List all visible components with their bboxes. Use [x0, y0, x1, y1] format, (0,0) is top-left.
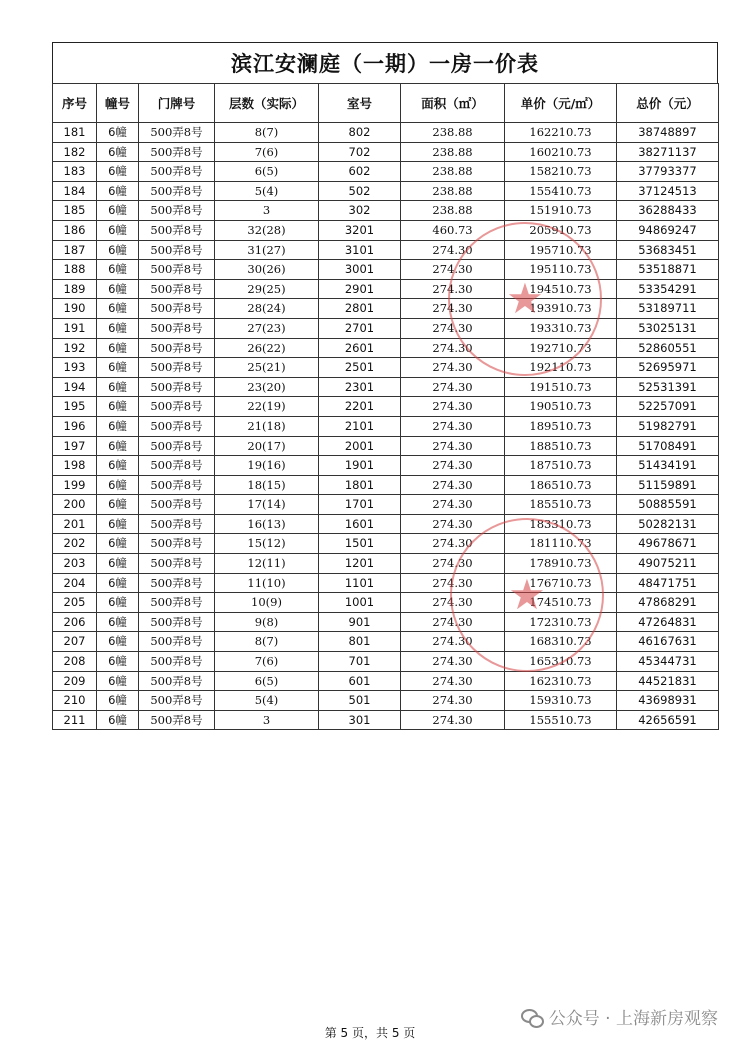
cell-area: 274.30 — [401, 632, 505, 652]
cell-address: 500弄8号 — [139, 534, 215, 554]
cell-room: 602 — [319, 162, 401, 182]
cell-unit-price: 176710.73 — [505, 573, 617, 593]
cell-floor: 8(7) — [215, 632, 319, 652]
cell-building: 6幢 — [97, 612, 139, 632]
cell-unit-price: 178910.73 — [505, 554, 617, 574]
cell-address: 500弄8号 — [139, 593, 215, 613]
cell-room: 2001 — [319, 436, 401, 456]
cell-area: 460.73 — [401, 220, 505, 240]
cell-address: 500弄8号 — [139, 279, 215, 299]
cell-seq: 202 — [53, 534, 97, 554]
cell-unit-price: 188510.73 — [505, 436, 617, 456]
cell-building: 6幢 — [97, 436, 139, 456]
cell-unit-price: 162210.73 — [505, 123, 617, 143]
cell-address: 500弄8号 — [139, 691, 215, 711]
cell-area: 274.30 — [401, 475, 505, 495]
seal-star-icon: ★ — [508, 570, 546, 619]
cell-total-price: 52695971 — [617, 358, 719, 378]
cell-total-price: 49678671 — [617, 534, 719, 554]
cell-address: 500弄8号 — [139, 632, 215, 652]
table-row — [53, 632, 719, 652]
cell-area: 274.30 — [401, 514, 505, 534]
wechat-icon — [521, 1008, 543, 1026]
cell-total-price: 51159891 — [617, 475, 719, 495]
column-header-room: 室号 — [319, 84, 401, 123]
cell-seq: 195 — [53, 397, 97, 417]
cell-room: 2201 — [319, 397, 401, 417]
cell-floor: 31(27) — [215, 240, 319, 260]
cell-total-price: 43698931 — [617, 691, 719, 711]
cell-total-price: 94869247 — [617, 220, 719, 240]
price-list-document — [52, 42, 718, 730]
cell-unit-price: 155410.73 — [505, 181, 617, 201]
cell-total-price: 53189711 — [617, 299, 719, 319]
cell-building: 6幢 — [97, 240, 139, 260]
cell-building: 6幢 — [97, 123, 139, 143]
cell-room: 1201 — [319, 554, 401, 574]
seal-star-icon: ★ — [506, 274, 544, 323]
cell-total-price: 51708491 — [617, 436, 719, 456]
table-row — [53, 691, 719, 711]
cell-building: 6幢 — [97, 279, 139, 299]
cell-room: 2701 — [319, 318, 401, 338]
cell-room: 2601 — [319, 338, 401, 358]
cell-floor: 28(24) — [215, 299, 319, 319]
cell-total-price: 52257091 — [617, 397, 719, 417]
table-row — [53, 554, 719, 574]
cell-area: 274.30 — [401, 573, 505, 593]
cell-area: 238.88 — [401, 123, 505, 143]
cell-floor: 22(19) — [215, 397, 319, 417]
cell-building: 6幢 — [97, 318, 139, 338]
cell-unit-price: 151910.73 — [505, 201, 617, 221]
cell-room: 3201 — [319, 220, 401, 240]
table-row — [53, 338, 719, 358]
cell-building: 6幢 — [97, 456, 139, 476]
table-row — [53, 220, 719, 240]
cell-area: 274.30 — [401, 358, 505, 378]
cell-seq: 204 — [53, 573, 97, 593]
table-row — [53, 593, 719, 613]
table-row — [53, 534, 719, 554]
cell-building: 6幢 — [97, 377, 139, 397]
cell-floor: 17(14) — [215, 495, 319, 515]
cell-floor: 5(4) — [215, 691, 319, 711]
cell-seq: 191 — [53, 318, 97, 338]
cell-total-price: 53025131 — [617, 318, 719, 338]
cell-seq: 211 — [53, 710, 97, 730]
cell-address: 500弄8号 — [139, 671, 215, 691]
table-row — [53, 201, 719, 221]
cell-total-price: 37793377 — [617, 162, 719, 182]
cell-building: 6幢 — [97, 632, 139, 652]
cell-unit-price: 185510.73 — [505, 495, 617, 515]
cell-unit-price: 155510.73 — [505, 710, 617, 730]
cell-room: 601 — [319, 671, 401, 691]
cell-area: 274.30 — [401, 593, 505, 613]
cell-building: 6幢 — [97, 691, 139, 711]
cell-seq: 208 — [53, 652, 97, 672]
cell-total-price: 52531391 — [617, 377, 719, 397]
table-row — [53, 436, 719, 456]
table-header-row — [53, 84, 719, 123]
cell-building: 6幢 — [97, 710, 139, 730]
cell-unit-price: 162310.73 — [505, 671, 617, 691]
cell-unit-price: 159310.73 — [505, 691, 617, 711]
cell-area: 274.30 — [401, 534, 505, 554]
cell-seq: 184 — [53, 181, 97, 201]
cell-floor: 3 — [215, 201, 319, 221]
cell-total-price: 50282131 — [617, 514, 719, 534]
cell-building: 6幢 — [97, 299, 139, 319]
cell-building: 6幢 — [97, 397, 139, 417]
cell-address: 500弄8号 — [139, 710, 215, 730]
cell-address: 500弄8号 — [139, 162, 215, 182]
cell-total-price: 42656591 — [617, 710, 719, 730]
table-row — [53, 475, 719, 495]
cell-unit-price: 168310.73 — [505, 632, 617, 652]
cell-seq: 203 — [53, 554, 97, 574]
table-row — [53, 260, 719, 280]
cell-building: 6幢 — [97, 181, 139, 201]
cell-total-price: 49075211 — [617, 554, 719, 574]
cell-floor: 23(20) — [215, 377, 319, 397]
cell-unit-price: 189510.73 — [505, 416, 617, 436]
column-header-floor: 层数（实际） — [215, 84, 319, 123]
cell-seq: 192 — [53, 338, 97, 358]
cell-building: 6幢 — [97, 475, 139, 495]
cell-room: 302 — [319, 201, 401, 221]
table-row — [53, 377, 719, 397]
cell-room: 1101 — [319, 573, 401, 593]
cell-seq: 196 — [53, 416, 97, 436]
cell-room: 501 — [319, 691, 401, 711]
cell-floor: 3 — [215, 710, 319, 730]
cell-seq: 194 — [53, 377, 97, 397]
cell-address: 500弄8号 — [139, 514, 215, 534]
cell-address: 500弄8号 — [139, 554, 215, 574]
table-row — [53, 299, 719, 319]
cell-seq: 205 — [53, 593, 97, 613]
cell-building: 6幢 — [97, 260, 139, 280]
cell-area: 274.30 — [401, 318, 505, 338]
cell-building: 6幢 — [97, 220, 139, 240]
cell-seq: 181 — [53, 123, 97, 143]
cell-building: 6幢 — [97, 554, 139, 574]
cell-total-price: 44521831 — [617, 671, 719, 691]
cell-building: 6幢 — [97, 671, 139, 691]
table-row — [53, 671, 719, 691]
cell-building: 6幢 — [97, 162, 139, 182]
cell-seq: 190 — [53, 299, 97, 319]
cell-floor: 26(22) — [215, 338, 319, 358]
cell-seq: 186 — [53, 220, 97, 240]
cell-total-price: 47868291 — [617, 593, 719, 613]
cell-area: 274.30 — [401, 240, 505, 260]
column-header-unit-price: 单价（元/㎡） — [505, 84, 617, 123]
cell-room: 2101 — [319, 416, 401, 436]
cell-seq: 198 — [53, 456, 97, 476]
cell-total-price: 52860551 — [617, 338, 719, 358]
cell-area: 274.30 — [401, 456, 505, 476]
cell-unit-price: 195710.73 — [505, 240, 617, 260]
cell-floor: 5(4) — [215, 181, 319, 201]
cell-building: 6幢 — [97, 142, 139, 162]
cell-building: 6幢 — [97, 534, 139, 554]
cell-room: 1701 — [319, 495, 401, 515]
cell-floor: 10(9) — [215, 593, 319, 613]
cell-address: 500弄8号 — [139, 240, 215, 260]
cell-building: 6幢 — [97, 652, 139, 672]
cell-address: 500弄8号 — [139, 123, 215, 143]
cell-floor: 27(23) — [215, 318, 319, 338]
cell-floor: 6(5) — [215, 671, 319, 691]
cell-area: 238.88 — [401, 181, 505, 201]
cell-address: 500弄8号 — [139, 299, 215, 319]
table-row — [53, 514, 719, 534]
table-row — [53, 318, 719, 338]
cell-floor: 16(13) — [215, 514, 319, 534]
cell-area: 274.30 — [401, 299, 505, 319]
cell-seq: 185 — [53, 201, 97, 221]
column-header-total-price: 总价（元） — [617, 84, 719, 123]
cell-room: 301 — [319, 710, 401, 730]
cell-floor: 18(15) — [215, 475, 319, 495]
cell-total-price: 47264831 — [617, 612, 719, 632]
cell-seq: 200 — [53, 495, 97, 515]
cell-area: 238.88 — [401, 142, 505, 162]
cell-room: 1501 — [319, 534, 401, 554]
table-row — [53, 397, 719, 417]
cell-seq: 193 — [53, 358, 97, 378]
cell-address: 500弄8号 — [139, 397, 215, 417]
table-body — [53, 123, 719, 730]
cell-floor: 19(16) — [215, 456, 319, 476]
cell-unit-price: 192710.73 — [505, 338, 617, 358]
cell-seq: 189 — [53, 279, 97, 299]
cell-area: 238.88 — [401, 162, 505, 182]
cell-unit-price: 174510.73 — [505, 593, 617, 613]
cell-address: 500弄8号 — [139, 456, 215, 476]
cell-total-price: 53354291 — [617, 279, 719, 299]
table-row — [53, 652, 719, 672]
cell-area: 274.30 — [401, 554, 505, 574]
table-row — [53, 279, 719, 299]
cell-total-price: 38748897 — [617, 123, 719, 143]
cell-area: 274.30 — [401, 397, 505, 417]
cell-address: 500弄8号 — [139, 495, 215, 515]
cell-seq: 207 — [53, 632, 97, 652]
cell-total-price: 38271137 — [617, 142, 719, 162]
cell-floor: 12(11) — [215, 554, 319, 574]
cell-building: 6幢 — [97, 573, 139, 593]
cell-seq: 183 — [53, 162, 97, 182]
cell-unit-price: 192110.73 — [505, 358, 617, 378]
cell-room: 2501 — [319, 358, 401, 378]
cell-seq: 209 — [53, 671, 97, 691]
cell-total-price: 45344731 — [617, 652, 719, 672]
page-number: 第 5 页，共 5 页 — [324, 1026, 416, 1040]
table-row — [53, 142, 719, 162]
cell-unit-price: 191510.73 — [505, 377, 617, 397]
cell-room: 2801 — [319, 299, 401, 319]
cell-address: 500弄8号 — [139, 436, 215, 456]
cell-floor: 21(18) — [215, 416, 319, 436]
cell-seq: 182 — [53, 142, 97, 162]
cell-address: 500弄8号 — [139, 220, 215, 240]
cell-unit-price: 193910.73 — [505, 299, 617, 319]
cell-seq: 206 — [53, 612, 97, 632]
column-header-address: 门牌号 — [139, 84, 215, 123]
cell-address: 500弄8号 — [139, 652, 215, 672]
cell-building: 6幢 — [97, 514, 139, 534]
table-row — [53, 358, 719, 378]
cell-unit-price: 183310.73 — [505, 514, 617, 534]
cell-seq: 201 — [53, 514, 97, 534]
cell-floor: 11(10) — [215, 573, 319, 593]
table-row — [53, 123, 719, 143]
cell-address: 500弄8号 — [139, 377, 215, 397]
cell-address: 500弄8号 — [139, 612, 215, 632]
cell-address: 500弄8号 — [139, 201, 215, 221]
table-row — [53, 573, 719, 593]
cell-floor: 15(12) — [215, 534, 319, 554]
table-row — [53, 181, 719, 201]
cell-area: 274.30 — [401, 338, 505, 358]
cell-room: 3001 — [319, 260, 401, 280]
cell-floor: 32(28) — [215, 220, 319, 240]
cell-address: 500弄8号 — [139, 475, 215, 495]
cell-area: 274.30 — [401, 260, 505, 280]
price-table — [52, 83, 719, 730]
cell-room: 1901 — [319, 456, 401, 476]
cell-building: 6幢 — [97, 593, 139, 613]
cell-unit-price: 187510.73 — [505, 456, 617, 476]
cell-unit-price: 194510.73 — [505, 279, 617, 299]
cell-unit-price: 195110.73 — [505, 260, 617, 280]
cell-area: 274.30 — [401, 671, 505, 691]
cell-area: 274.30 — [401, 710, 505, 730]
cell-address: 500弄8号 — [139, 338, 215, 358]
cell-seq: 188 — [53, 260, 97, 280]
cell-address: 500弄8号 — [139, 318, 215, 338]
cell-total-price: 53683451 — [617, 240, 719, 260]
cell-unit-price: 190510.73 — [505, 397, 617, 417]
cell-unit-price: 193310.73 — [505, 318, 617, 338]
cell-total-price: 36288433 — [617, 201, 719, 221]
cell-floor: 8(7) — [215, 123, 319, 143]
cell-building: 6幢 — [97, 495, 139, 515]
cell-floor: 29(25) — [215, 279, 319, 299]
table-row — [53, 240, 719, 260]
cell-building: 6幢 — [97, 338, 139, 358]
cell-building: 6幢 — [97, 416, 139, 436]
cell-room: 2901 — [319, 279, 401, 299]
cell-seq: 210 — [53, 691, 97, 711]
cell-total-price: 51982791 — [617, 416, 719, 436]
cell-total-price: 50885591 — [617, 495, 719, 515]
cell-area: 274.30 — [401, 691, 505, 711]
table-row — [53, 612, 719, 632]
cell-room: 702 — [319, 142, 401, 162]
cell-address: 500弄8号 — [139, 260, 215, 280]
cell-building: 6幢 — [97, 201, 139, 221]
table-row — [53, 710, 719, 730]
cell-room: 3101 — [319, 240, 401, 260]
table-row — [53, 495, 719, 515]
cell-address: 500弄8号 — [139, 358, 215, 378]
cell-floor: 7(6) — [215, 652, 319, 672]
cell-area: 274.30 — [401, 279, 505, 299]
cell-area: 274.30 — [401, 377, 505, 397]
cell-total-price: 37124513 — [617, 181, 719, 201]
cell-room: 502 — [319, 181, 401, 201]
cell-unit-price: 181110.73 — [505, 534, 617, 554]
cell-unit-price: 205910.73 — [505, 220, 617, 240]
cell-area: 274.30 — [401, 436, 505, 456]
column-header-seq: 序号 — [53, 84, 97, 123]
document-title: 滨江安澜庭（一期）一房一价表 — [52, 42, 718, 83]
cell-unit-price: 160210.73 — [505, 142, 617, 162]
column-header-area: 面积（㎡） — [401, 84, 505, 123]
cell-building: 6幢 — [97, 358, 139, 378]
cell-unit-price: 158210.73 — [505, 162, 617, 182]
cell-area: 274.30 — [401, 495, 505, 515]
cell-room: 1601 — [319, 514, 401, 534]
cell-area: 274.30 — [401, 652, 505, 672]
cell-unit-price: 172310.73 — [505, 612, 617, 632]
cell-floor: 7(6) — [215, 142, 319, 162]
cell-floor: 30(26) — [215, 260, 319, 280]
cell-room: 2301 — [319, 377, 401, 397]
cell-room: 801 — [319, 632, 401, 652]
cell-floor: 25(21) — [215, 358, 319, 378]
cell-total-price: 48471751 — [617, 573, 719, 593]
cell-total-price: 51434191 — [617, 456, 719, 476]
cell-room: 802 — [319, 123, 401, 143]
cell-area: 274.30 — [401, 416, 505, 436]
cell-room: 1001 — [319, 593, 401, 613]
cell-seq: 187 — [53, 240, 97, 260]
cell-floor: 9(8) — [215, 612, 319, 632]
cell-unit-price: 186510.73 — [505, 475, 617, 495]
table-row — [53, 456, 719, 476]
table-row — [53, 416, 719, 436]
cell-floor: 20(17) — [215, 436, 319, 456]
cell-total-price: 53518871 — [617, 260, 719, 280]
brand-text: 公众号 · 上海新房观察 — [548, 1009, 718, 1029]
cell-room: 701 — [319, 652, 401, 672]
cell-room: 901 — [319, 612, 401, 632]
column-header-building: 幢号 — [97, 84, 139, 123]
cell-address: 500弄8号 — [139, 416, 215, 436]
cell-unit-price: 165310.73 — [505, 652, 617, 672]
table-row — [53, 162, 719, 182]
cell-room: 1801 — [319, 475, 401, 495]
cell-address: 500弄8号 — [139, 181, 215, 201]
cell-seq: 199 — [53, 475, 97, 495]
cell-address: 500弄8号 — [139, 573, 215, 593]
cell-total-price: 46167631 — [617, 632, 719, 652]
cell-area: 238.88 — [401, 201, 505, 221]
cell-floor: 6(5) — [215, 162, 319, 182]
cell-seq: 197 — [53, 436, 97, 456]
cell-address: 500弄8号 — [139, 142, 215, 162]
cell-area: 274.30 — [401, 612, 505, 632]
